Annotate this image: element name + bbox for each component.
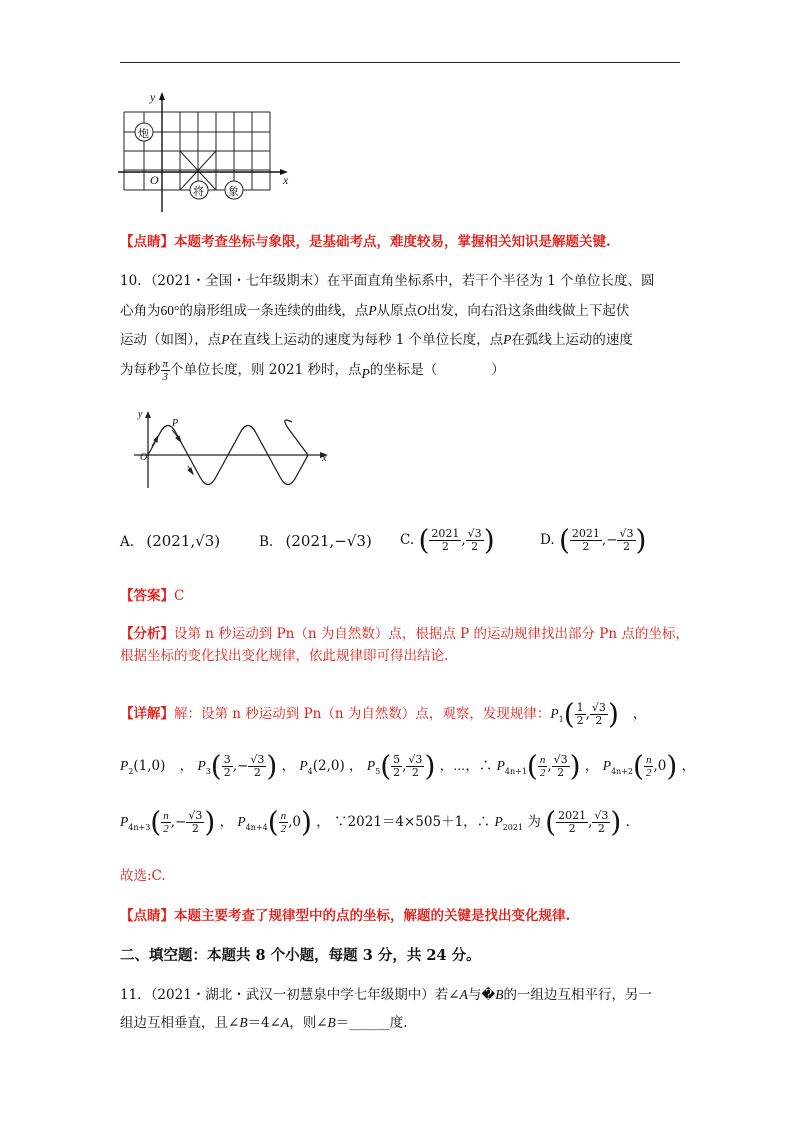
p3-expr: $P_3$( $\frac{3}{2}$ ,− $\frac{√3}{2}$ ) [197,749,278,783]
detail-wei: 为 [527,814,541,830]
fig2-x-label: x [322,453,327,464]
q11-angle-b: B [327,1015,336,1030]
q11-number: 11． [120,987,151,1003]
q10-point-o: O [417,303,427,318]
fig2-y-label: y [138,409,143,420]
q10-text: 在平面直角坐标系中，若干个半径为 1 个单位长度、圆 [326,273,655,289]
q10-text: 为每秒 [120,362,161,378]
q11-text: 若∠ [434,987,460,1003]
detail-line2: $P_2(1,0)$ ， $P_3$( $\frac{3}{2}$ ,− $\frac{√3}{2}$ ) ， $P_4(2,0)$ ， $P_5$( $\frac{5}{2}$ , $\frac{√3}{2}$ ) ，⋯，∴ $P_{4n+1}$( $\frac{n}{2}$ , $\frac{√3}{2}$ ) ， $P_{4n+2}$( $\frac{n}{2}$ ,0) ， [120,749,696,783]
option-b[interactable] [259,531,372,552]
detail-equation: ∵2021＝4×505＋1，∴ [334,814,491,830]
p2021-expr: $P_{2021}$ [494,814,524,832]
q10-point-p: P [503,332,512,347]
detail-dots: ，⋯，∴ [439,758,493,774]
option-a-label: A. [120,534,135,550]
q11-line2 [120,1013,408,1033]
analysis-line2 [120,646,448,666]
detail-period: . [625,814,630,830]
detail-tag: 【详解】 [120,706,174,722]
q10-line2 [120,301,629,321]
q11-text: 的一组边互相平行，另一 [503,987,652,1003]
q10-text: 心角为 [120,303,161,319]
q10-angle: 60° [160,303,180,318]
p4-expr: $P_4(2,0)$ [299,758,345,776]
fig2-p-label: P [172,418,179,429]
note2-tag: 【点睛】 [120,908,174,924]
p2021-value: ( $\frac{2021}{2}$ , $\frac{√3}{2}$ ) [545,805,622,839]
option-c-label: C. [400,532,415,548]
fig2-origin-label: O [140,452,148,463]
option-c[interactable]: C. ( $\frac{2021}{2}$ , $\frac{√3}{2}$ ) [400,523,495,557]
q10-text: 在弧线上运动的速度 [511,332,633,348]
q11-line1 [120,985,652,1005]
q10-text: 在直线上运动的速度为每秒 1 个单位长度，点 [229,332,504,348]
answer-value: C [174,588,185,604]
analysis-text: 根据坐标的变化找出变化规律，依此规律即可得出结论. [120,648,449,664]
q11-source: （2021・湖北・武汉一初慧泉中学七年级期中） [150,987,435,1003]
option-a-value: (2021,√3) [146,532,221,550]
q10-text: 的扇形组成一条连续的曲线，点 [179,303,369,319]
detail-line3: $P_{4n+3}$( $\frac{n}{2}$ ,− $\frac{√3}{2}$ ) ， $P_{4n+4}$( $\frac{n}{2}$ ,0) ， ∵2021＝4×505＋1，∴ $P_{2021}$ 为 ( $\frac{2021}{2}$ , $\frac{√3}{2}$ ) . [120,805,630,839]
pi-over-3: $\frac{\pi}{3}$ [162,358,169,383]
section2-title: 二、填空题：本题共 8 个小题，每题 3 分，共 24 分。 [120,947,481,964]
q11-text: ＝______度. [335,1015,408,1031]
header-rule [120,62,680,63]
p4n3-expr: $P_{4n+3}$( $\frac{n}{2}$ ,− $\frac{√3}{2}$ ) [120,805,216,839]
note1-text: 本题考查坐标与象限，是基础考点，难度较易，掌握相关知识是解题关键. [174,234,611,250]
q10-number: 10． [120,273,151,289]
p1-expr: $P_1$( $\frac{1}{2}$ , $\frac{√3}{2}$ ) [550,697,619,731]
note2 [120,906,570,926]
note1 [120,232,611,252]
option-b-value: (2021,−√3) [285,532,372,550]
q10-text: 运动（如图），点 [120,332,222,348]
q10-line1 [120,271,654,291]
detail-line1: 【详解】解：设第 n 秒运动到 Pn（n 为自然数）点，观察，发现规律：$P_1$( $\frac{1}{2}$ , $\frac{√3}{2}$ ) ， [120,697,647,731]
p2-expr: $P_2(1,0)$ [120,758,166,776]
option-d[interactable]: D. ( $\frac{2021}{2}$ ,− $\frac{√3}{2}$ ) [540,523,647,557]
q10-source: （2021・全国・七年级期末） [150,273,327,289]
q11-angle-b: B [495,987,504,1002]
q11-angle-b: B [239,1015,248,1030]
q11-text: ＝4∠ [247,1015,281,1031]
chess-coordinate-figure [118,90,293,215]
note1-tag: 【点睛】 [120,234,174,250]
q10-line4 [120,358,505,386]
fig1-x-label: x [283,173,289,187]
analysis-text: 设第 n 秒运动到 Pn（n 为自然数）点，根据点 P 的运动规律找出部分 Pn 点的坐标， [174,626,689,642]
p4n1-expr: $P_{4n+1}$( $\frac{n}{2}$ , $\frac{√3}{2}$ ) [496,749,581,783]
fig1-y-label: y [150,90,156,104]
option-d-label: D. [540,532,555,548]
note2-text: 本题主要考查了规律型中的点的坐标，解题的关键是找出变化规律. [174,908,571,924]
answer [120,586,184,606]
p5-expr: $P_5$( $\frac{5}{2}$ , $\frac{√3}{2}$ ) [366,749,436,783]
analysis-line1 [120,624,689,644]
p4n2-expr: $P_{4n+2}$( $\frac{n}{2}$ ,0) [602,749,678,783]
q11-angle-a: A [459,987,468,1002]
q10-text: 从原点 [376,303,418,319]
q11-text: ，则∠ [289,1015,328,1031]
wave-path [148,420,308,485]
q10-text: 出发，向右沿这条曲线做上下起伏 [426,303,630,319]
q11-angle-a: A [280,1015,290,1030]
option-b-label: B. [259,534,274,550]
q11-text: 组边互相垂直，且∠ [120,1015,240,1031]
piece-xiang: 象 [228,185,239,198]
piece-jiang: 将 [193,185,204,198]
detail-text: 解：设第 n 秒运动到 Pn（n 为自然数）点，观察，发现规律： [174,706,551,722]
analysis-tag: 【分析】 [120,626,174,642]
q10-point-p: P [221,332,230,347]
fig1-origin-label: O [150,173,159,187]
p4n4-expr: $P_{4n+4}$( $\frac{n}{2}$ ,0) [237,805,312,839]
q11-text: 与� [467,987,496,1003]
choose-line: 故选:C. [120,868,166,884]
q10-text: 的坐标是（ ） [369,362,505,378]
wave-curve-figure [130,408,335,490]
q10-text: 个单位长度，则 2021 秒时，点 [170,362,362,378]
piece-pao: 炮 [138,127,149,140]
answer-tag: 【答案】 [120,588,174,604]
q10-line3 [120,330,633,350]
option-a[interactable] [120,531,220,552]
q10-point-p: P [368,303,377,318]
q10-point-p: P [361,366,370,381]
